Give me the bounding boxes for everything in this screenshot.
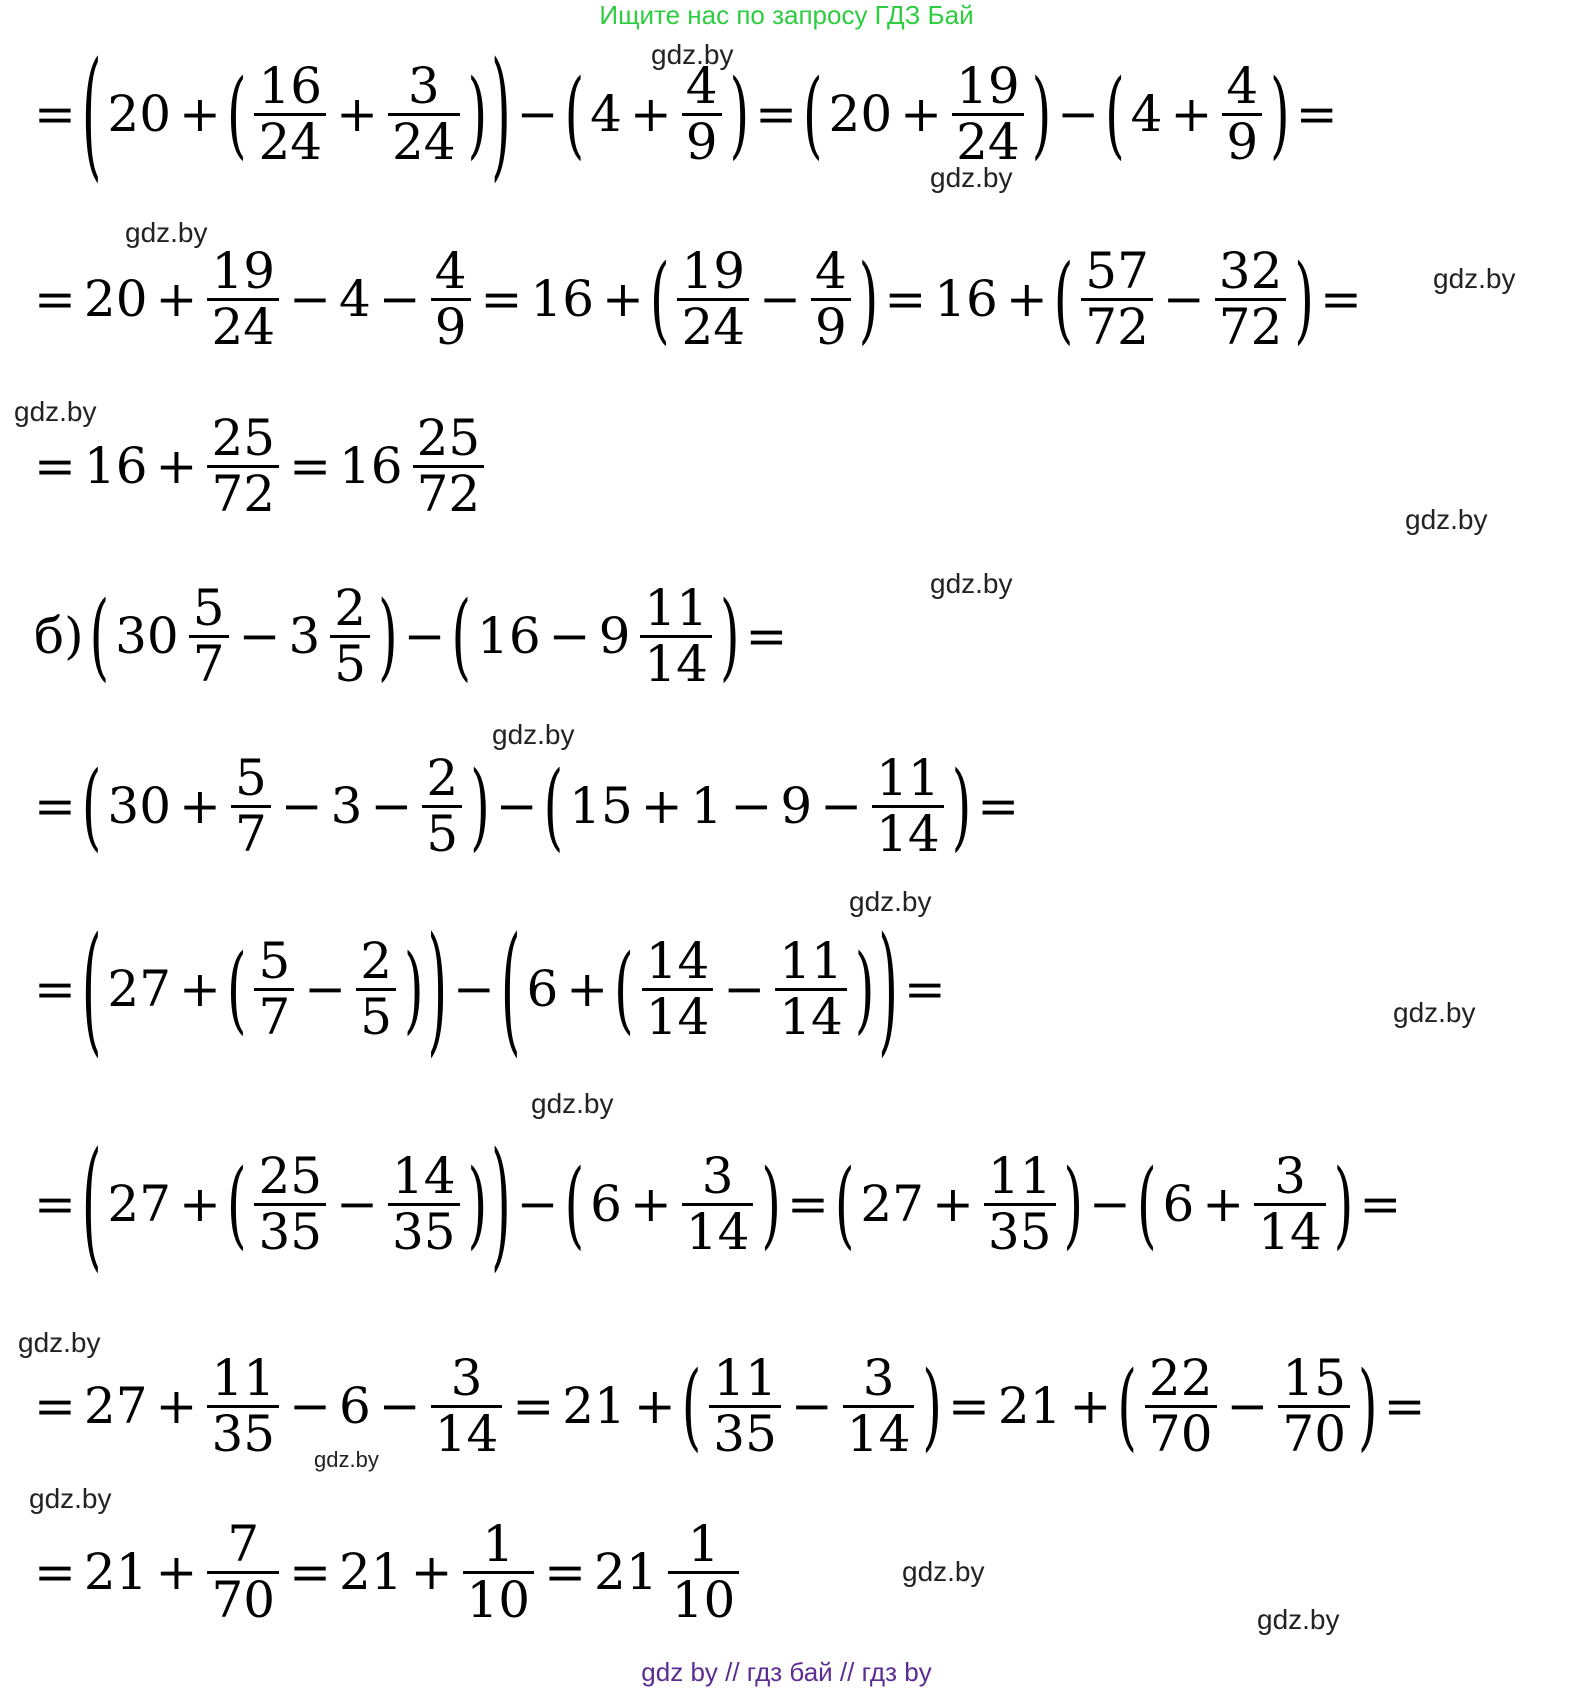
paren: ) (951, 750, 972, 862)
denominator: 35 (254, 1203, 326, 1259)
math-token: − (453, 960, 495, 1018)
numerator: 4 (814, 242, 847, 300)
paren: ) (467, 58, 488, 170)
math-token: = (480, 270, 523, 328)
math-token: = (1295, 85, 1338, 143)
fraction (1215, 242, 1287, 356)
math-token: 16 (338, 437, 403, 495)
paren: ) (858, 243, 879, 355)
watermark: gdz.by (1393, 997, 1476, 1028)
math-token: 4 (590, 85, 622, 143)
denominator: 24 (952, 113, 1024, 169)
paren: ) (467, 1148, 488, 1260)
paren: ( (1136, 1148, 1157, 1260)
numerator: 32 (1218, 242, 1283, 300)
numerator: 5 (234, 749, 267, 807)
numerator: 1 (482, 1515, 515, 1573)
math-token: + (179, 777, 221, 835)
math-token: 9 (598, 607, 631, 665)
math-token: = (34, 1377, 76, 1435)
math-token: 3 (330, 777, 363, 835)
fraction (231, 749, 271, 863)
paren: ) (1358, 1350, 1378, 1462)
denominator: 72 (1215, 298, 1287, 354)
math-token: = (512, 1377, 555, 1435)
paren: ) (470, 750, 490, 862)
math-token: = (745, 607, 788, 665)
math-line-7 (30, 1122, 1405, 1286)
paren: ) (720, 580, 740, 692)
math-token: = (34, 437, 76, 495)
fraction (843, 1349, 915, 1463)
watermark: gdz.by (314, 1447, 379, 1472)
fraction (189, 579, 229, 693)
math-token: + (410, 1543, 453, 1601)
math-token: = (544, 1543, 587, 1601)
math-token: 6 (338, 1377, 371, 1435)
numerator: 19 (211, 242, 276, 300)
math-token: 16 (934, 270, 998, 328)
math-token: = (34, 1543, 76, 1601)
math-token: + (179, 960, 221, 1018)
denominator: 14 (642, 988, 714, 1044)
math-token: 16 (477, 607, 541, 665)
denominator: 9 (1222, 113, 1262, 169)
paren: ( (226, 1148, 247, 1260)
paren: ( (451, 580, 472, 692)
math-token: − (1226, 1377, 1269, 1435)
math-token: 4 (338, 270, 371, 328)
numerator: 25 (211, 409, 276, 467)
watermark: gdz.by (1405, 504, 1488, 535)
numerator: 11 (644, 579, 708, 637)
paren: ( (803, 58, 823, 170)
watermark: gdz.by (1433, 263, 1516, 294)
numerator: 5 (258, 932, 291, 990)
numerator: 2 (426, 749, 459, 807)
math-token: + (155, 270, 198, 328)
fraction (677, 242, 749, 356)
math-token: + (566, 960, 609, 1018)
math-token: = (947, 1377, 990, 1435)
fraction (207, 1515, 279, 1629)
math-token: 3 (288, 607, 321, 665)
math-token: − (280, 777, 323, 835)
math-token: + (629, 85, 672, 143)
fraction (422, 749, 462, 863)
fraction (1081, 242, 1153, 356)
paren: ( (226, 933, 247, 1045)
paren: ( (89, 580, 110, 692)
fraction (952, 57, 1024, 171)
paren: ) (404, 933, 424, 1045)
fraction (463, 1515, 535, 1629)
fraction (640, 579, 712, 693)
numerator: 15 (1282, 1349, 1347, 1407)
math-line-3 (30, 409, 490, 523)
math-token: 20 (83, 270, 148, 328)
math-token: + (629, 1175, 672, 1233)
math-token: 27 (107, 960, 172, 1018)
denominator: 72 (413, 465, 485, 521)
math-line-8 (30, 1349, 1429, 1463)
fraction (872, 749, 944, 863)
math-token: 6 (590, 1175, 622, 1233)
math-token: 15 (569, 777, 633, 835)
math-token: − (1162, 270, 1205, 328)
math-token: = (34, 85, 76, 143)
math-token: 20 (107, 85, 172, 143)
fraction (775, 932, 847, 1046)
math-line-4 (30, 579, 791, 693)
paren: ) (1294, 243, 1314, 355)
fraction (388, 57, 460, 171)
denominator: 35 (709, 1405, 781, 1461)
math-token: − (723, 960, 766, 1018)
paren: ) (491, 32, 511, 196)
math-token: = (786, 1175, 829, 1233)
math-token: = (884, 270, 927, 328)
fraction (642, 932, 714, 1046)
denominator: 14 (640, 635, 712, 691)
denominator: 35 (207, 1405, 279, 1461)
math-token: 9 (780, 777, 813, 835)
denominator: 9 (811, 298, 851, 354)
denominator: 5 (330, 635, 370, 691)
numerator: 5 (192, 579, 225, 637)
math-token: 6 (526, 960, 559, 1018)
fraction (1278, 1349, 1350, 1463)
numerator: 11 (987, 1147, 1052, 1205)
paren: ( (1053, 243, 1074, 355)
math-token: = (289, 437, 331, 495)
math-token: 30 (107, 777, 172, 835)
math-token: − (336, 1175, 378, 1233)
math-token: − (403, 607, 446, 665)
math-token: 21 (338, 1543, 403, 1601)
watermark: gdz.by (531, 1088, 614, 1119)
fraction (1254, 1147, 1326, 1261)
math-token: + (155, 1543, 198, 1601)
math-token: + (602, 270, 644, 328)
numerator: 4 (1226, 57, 1259, 115)
math-token: = (289, 1543, 331, 1601)
fraction (413, 409, 485, 523)
fraction (668, 1515, 740, 1629)
fraction (356, 932, 396, 1046)
math-token: 21 (997, 1377, 1062, 1435)
denominator: 70 (207, 1571, 279, 1627)
math-token: − (304, 960, 347, 1018)
fraction (254, 932, 294, 1046)
denominator: 35 (984, 1203, 1056, 1259)
watermark: gdz.by (930, 568, 1013, 599)
math-token: + (931, 1175, 974, 1233)
math-token: + (336, 85, 378, 143)
numerator: 4 (685, 57, 718, 115)
numerator: 3 (862, 1349, 895, 1407)
fraction (682, 1147, 754, 1261)
numerator: 14 (645, 932, 710, 990)
math-token: − (1089, 1175, 1131, 1233)
denominator: 5 (356, 988, 396, 1044)
paren: ( (649, 243, 670, 355)
numerator: 19 (681, 242, 746, 300)
denominator: 7 (254, 988, 294, 1044)
fraction (1145, 1349, 1217, 1463)
math-token: = (1383, 1377, 1426, 1435)
math-token: 6 (1162, 1175, 1195, 1233)
paren: ) (1270, 58, 1290, 170)
denominator: 7 (231, 805, 271, 861)
paren: ( (81, 1122, 102, 1286)
math-token: 1 (690, 777, 723, 835)
fraction (207, 242, 279, 356)
watermark: gdz.by (849, 886, 932, 917)
fraction (330, 579, 370, 693)
math-token: − (516, 1175, 559, 1233)
math-token: 27 (107, 1175, 172, 1233)
math-token: = (34, 1175, 76, 1233)
denominator: 10 (668, 1571, 740, 1627)
fraction (431, 1349, 503, 1463)
numerator: 3 (1274, 1147, 1306, 1205)
denominator: 14 (682, 1203, 754, 1259)
numerator: 1 (687, 1515, 720, 1573)
math-token: + (1005, 270, 1048, 328)
numerator: 2 (334, 579, 367, 637)
numerator: 19 (956, 57, 1020, 115)
math-token: 16 (530, 270, 595, 328)
fraction (984, 1147, 1056, 1261)
math-token: = (1359, 1175, 1402, 1233)
math-token: 30 (115, 607, 179, 665)
denominator: 14 (1254, 1203, 1326, 1259)
paren: ( (81, 907, 102, 1071)
fraction (811, 242, 851, 356)
paren: ( (564, 1148, 585, 1260)
math-token: = (34, 777, 76, 835)
paren: ( (500, 907, 521, 1071)
paren: ) (1063, 1148, 1084, 1260)
math-token: + (179, 85, 221, 143)
paren: ) (491, 1122, 511, 1286)
math-line-5 (30, 749, 1023, 863)
math-token: 20 (828, 85, 893, 143)
math-line-6 (30, 907, 950, 1071)
paren: ( (81, 32, 102, 196)
watermark: gdz.by (18, 1327, 101, 1358)
numerator: 7 (227, 1515, 260, 1573)
denominator: 24 (677, 298, 749, 354)
watermark: gdz.by (1257, 1604, 1340, 1635)
numerator: 11 (779, 932, 843, 990)
numerator: 11 (713, 1349, 777, 1407)
math-token: − (378, 270, 421, 328)
math-token: + (1069, 1377, 1112, 1435)
fraction (709, 1349, 781, 1463)
math-token: + (155, 437, 198, 495)
paren: ) (729, 58, 750, 170)
numerator: 14 (392, 1147, 456, 1205)
math-token: + (640, 777, 683, 835)
math-token: 27 (860, 1175, 924, 1233)
math-token: − (370, 777, 413, 835)
watermark: gdz.by (902, 1556, 985, 1587)
paren: ) (378, 580, 398, 692)
math-token: = (903, 960, 946, 1018)
numerator: 25 (258, 1147, 323, 1205)
math-token: + (633, 1377, 676, 1435)
numerator: 3 (450, 1349, 483, 1407)
denominator: 24 (254, 113, 326, 169)
fraction (254, 57, 326, 171)
denominator: 14 (431, 1405, 503, 1461)
math-token: = (755, 85, 798, 143)
paren: ( (614, 933, 634, 1045)
denominator: 9 (431, 298, 471, 354)
bottom-banner[interactable]: gdz by // гдз бай // гдз by (641, 1657, 932, 1687)
denominator: 24 (207, 298, 279, 354)
denominator: 14 (872, 805, 944, 861)
paren: ) (427, 907, 448, 1071)
fraction (254, 1147, 326, 1261)
denominator: 5 (422, 805, 462, 861)
math-token: 21 (594, 1543, 658, 1601)
math-token: − (516, 85, 559, 143)
math-token: = (977, 777, 1020, 835)
paren: ( (1117, 1350, 1137, 1462)
numerator: 25 (416, 409, 481, 467)
math-token: 21 (83, 1543, 148, 1601)
math-token: − (238, 607, 281, 665)
paren: ) (761, 1148, 781, 1260)
numerator: 3 (407, 57, 440, 115)
paren: ( (543, 750, 564, 862)
paren: ) (878, 907, 898, 1071)
math-token: = (1319, 270, 1362, 328)
numerator: 11 (876, 749, 940, 807)
math-line-9 (30, 1515, 745, 1629)
numerator: 16 (258, 57, 323, 115)
paren: ) (1031, 58, 1052, 170)
denominator: 7 (189, 635, 229, 691)
watermark: gdz.by (29, 1483, 112, 1514)
math-token: − (1057, 85, 1100, 143)
fraction (207, 1349, 279, 1463)
math-token: = (34, 960, 76, 1018)
denominator: 72 (1081, 298, 1153, 354)
denominator: 70 (1145, 1405, 1217, 1461)
math-token: − (289, 270, 331, 328)
math-token: + (1202, 1175, 1245, 1233)
numerator: 22 (1148, 1349, 1213, 1407)
math-token: − (378, 1377, 421, 1435)
math-token: − (495, 777, 538, 835)
paren: ) (922, 1350, 942, 1462)
numerator: 57 (1085, 242, 1149, 300)
math-token: + (900, 85, 943, 143)
paren: ( (226, 58, 247, 170)
top-banner[interactable]: Ищите нас по запросу ГДЗ Бай (599, 0, 974, 30)
math-token: 16 (83, 437, 148, 495)
watermark: gdz.by (492, 719, 575, 750)
watermark: gdz.by (651, 39, 734, 70)
part-label-b: б) (34, 607, 84, 665)
math-token: − (730, 777, 773, 835)
math-token: − (289, 1377, 331, 1435)
math-token: − (820, 777, 863, 835)
paren: ( (81, 750, 102, 862)
fraction (682, 57, 722, 171)
math-token: + (1170, 85, 1213, 143)
numerator: 2 (360, 932, 392, 990)
denominator: 70 (1278, 1405, 1350, 1461)
paren: ( (681, 1350, 702, 1462)
denominator: 72 (207, 465, 279, 521)
paren: ) (854, 933, 875, 1045)
denominator: 35 (388, 1203, 460, 1259)
denominator: 10 (463, 1571, 535, 1627)
fraction (207, 409, 279, 523)
math-line-2 (30, 242, 1366, 356)
math-token: − (790, 1377, 833, 1435)
watermark: gdz.by (125, 217, 208, 248)
paren: ( (564, 58, 585, 170)
watermark: gdz.by (14, 396, 97, 427)
math-token: − (759, 270, 801, 328)
math-token: − (548, 607, 591, 665)
numerator: 3 (701, 1147, 734, 1205)
numerator: 11 (211, 1349, 276, 1407)
fraction (431, 242, 471, 356)
fraction (1222, 57, 1262, 171)
paren: ) (1333, 1148, 1354, 1260)
math-token: 21 (562, 1377, 626, 1435)
denominator: 9 (682, 113, 722, 169)
denominator: 14 (775, 988, 847, 1044)
paren: ( (1105, 58, 1125, 170)
paren: ( (834, 1148, 855, 1260)
math-token: + (155, 1377, 198, 1435)
denominator: 14 (843, 1405, 915, 1461)
math-token: 4 (1130, 85, 1163, 143)
watermark: gdz.by (930, 162, 1013, 193)
numerator: 4 (434, 242, 467, 300)
denominator: 24 (388, 113, 460, 169)
fraction (388, 1147, 460, 1261)
math-token: = (34, 270, 76, 328)
math-token: + (179, 1175, 221, 1233)
math-token: 27 (83, 1377, 148, 1435)
